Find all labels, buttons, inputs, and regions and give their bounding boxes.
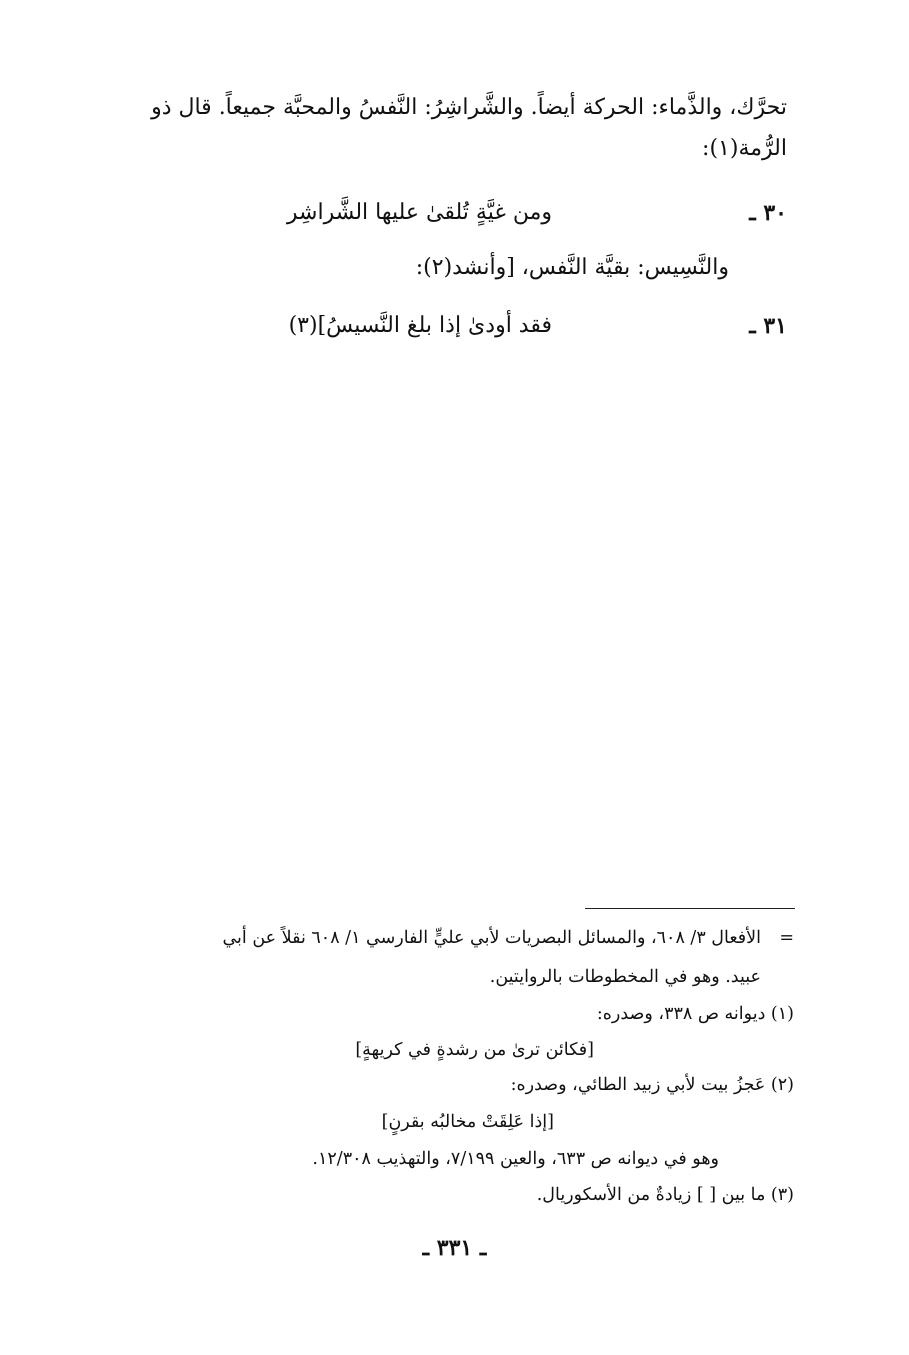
body-line-3: والنَّسِيس: بقيَّة النَّفس، [وأنشد(٢): [415,255,729,280]
verse-number-30: ٣٠ ـ [749,200,787,226]
footnote-1: (١) ديوانه ص ٣٣٨، وصدره: [596,1004,794,1024]
footnote-2-reference: وهو في ديوانه ص ٦٣٣، والعين ٧/١٩٩، والتهذيب ١٢/٣٠٨. [312,1149,719,1169]
footnote-2: (٢) عَجزُ بيت لأبي زبيد الطائي، وصدره: [510,1075,794,1095]
footnote-continuation-line-2: عبيد. وهو في المخطوطات بالروايتين. [489,967,761,987]
footnote-separator [585,908,795,909]
verse-30-text: ومن غيَّةٍ تُلقىٰ عليها الشَّراشِر [286,200,552,225]
page-number: ـ ٣٣١ ـ [422,1235,487,1261]
footnote-3: (٣) ما بين [ ] زيادةٌ من الأسكوريال. [536,1185,794,1205]
footnote-1-verse: [فكائن ترىٰ من رشدةٍ في كريهةٍ] [355,1040,594,1060]
footnote-2-verse: [إذا عَلِقَتْ مخالبُه بقرنٍ] [381,1112,554,1132]
footnote-continuation-marker: = [779,928,794,948]
verse-31-text: فقد أودىٰ إذا بلغ النَّسيسُ](٣) [288,313,552,338]
verse-number-31: ٣١ ـ [749,313,787,339]
footnote-continuation-line-1: الأفعال ٣/ ٦٠٨، والمسائل البصريات لأبي عليٍّ الفارسي ١/ ٦٠٨ نقلاً عن أبي [222,928,761,948]
body-line-2: الرُّمة(١): [702,136,787,161]
body-line-1: تحرَّك، والذَّماء: الحركة أيضاً. والشَّراشِرُ: النَّفسُ والمحبَّة جميعاً. قال ذو [151,95,787,120]
